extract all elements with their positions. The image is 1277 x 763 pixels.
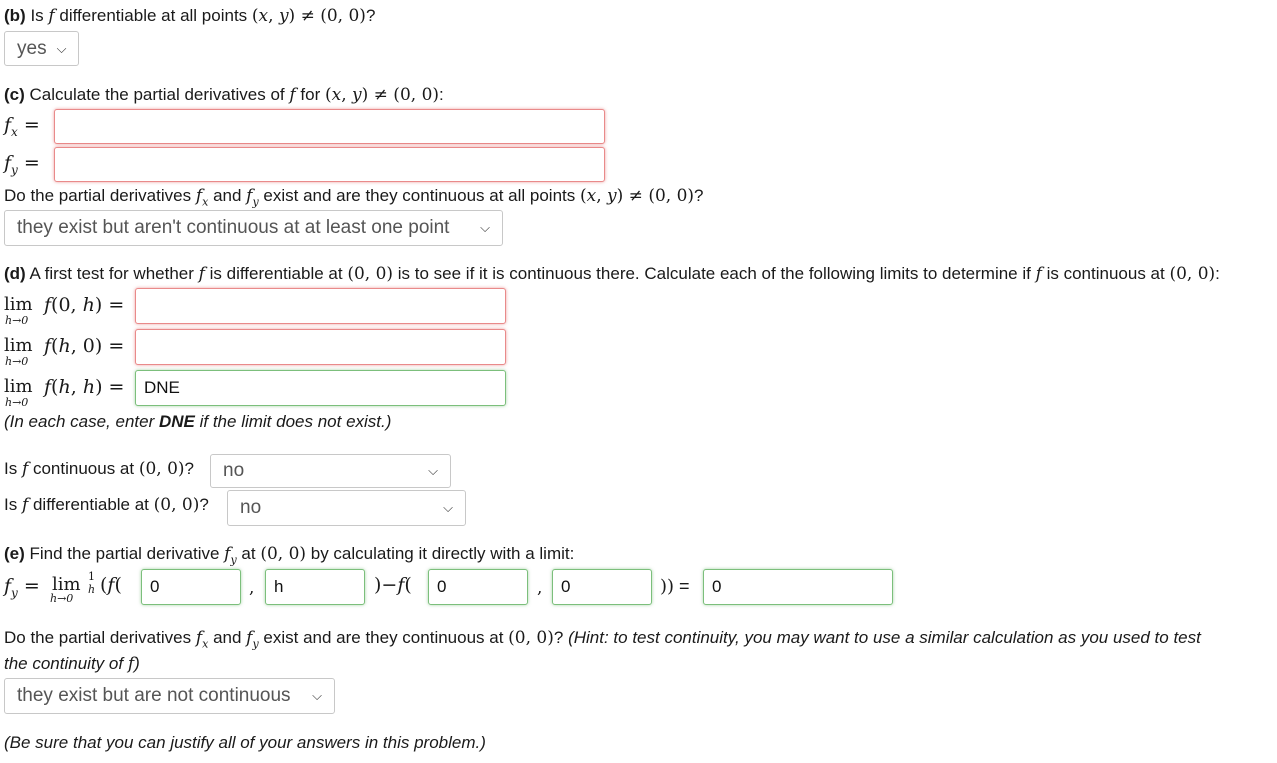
continuous-question: Is f continuous at (0, 0)? xyxy=(4,459,195,479)
limit-operator: lim xyxy=(52,574,81,595)
fy-input[interactable] xyxy=(54,147,605,182)
formula-input-2[interactable] xyxy=(265,569,365,605)
formula-open-f: (f( xyxy=(100,574,122,596)
chevron-down-icon: ⌵ xyxy=(480,220,490,235)
part-e-intro: (e) Find the partial derivative $f_y$ at (0, 0) by calculating it directly with a limit: xyxy=(4,544,575,567)
formula-input-1-value: 0 xyxy=(150,577,160,596)
part-c-select[interactable] xyxy=(4,210,503,246)
part-d-note: (In each case, enter DNE if the limit does not exist.) xyxy=(4,412,392,431)
part-c-continuity-question: Do the partial derivatives $f_x$ and $f_y$ exist and are they continuous at all points (x, y) ≠ (0, 0)? xyxy=(4,186,704,209)
formula-close-equals: )) = xyxy=(660,576,690,597)
part-e-select[interactable] xyxy=(4,678,335,714)
differentiable-select-value: no xyxy=(240,497,262,518)
limit-input-3-value: DNE xyxy=(144,378,180,397)
comma-separator: , xyxy=(537,578,543,598)
limit-expression-2: lim h→0 f(h, 0) = xyxy=(4,335,125,368)
formula-result-value: 0 xyxy=(712,577,722,596)
footer-note: (Be sure that you can justify all of your answers in this problem.) xyxy=(4,733,486,752)
limit-input-3[interactable] xyxy=(135,370,506,406)
comma-separator: , xyxy=(249,578,255,598)
formula-input-4[interactable] xyxy=(552,569,652,605)
chevron-down-icon: ⌵ xyxy=(56,40,67,56)
formula-input-4-value: 0 xyxy=(561,577,571,596)
part-b-question: (b) Is f differentiable at all points (x, y) ≠ (0, 0)? xyxy=(4,6,376,26)
fy-label: $f_y$ = xyxy=(4,152,40,177)
part-c-select-value: they exist but aren't continuous at at least one point xyxy=(17,217,450,238)
limit-expression-3: lim h→0 f(h, h) = xyxy=(4,376,125,409)
formula-input-3[interactable] xyxy=(428,569,528,605)
limit-expression-1: lim h→0 f(0, h) = xyxy=(4,294,125,327)
fx-input[interactable] xyxy=(54,109,605,144)
limit-input-1[interactable] xyxy=(135,288,506,324)
chevron-down-icon: ⌵ xyxy=(312,688,322,703)
continuous-select[interactable] xyxy=(210,454,451,488)
part-b-select[interactable] xyxy=(4,31,79,66)
part-e-select-value: they exist but are not continuous xyxy=(17,685,291,706)
formula-input-3-value: 0 xyxy=(437,577,447,596)
part-e-question: Do the partial derivatives $f_x$ and $f_y$ exist and are they continuous at (0, 0)? (Hint: to test continuity, you may want to use a similar calculation as you used to test xyxy=(4,628,1201,651)
continuous-select-value: no xyxy=(223,460,245,481)
chevron-down-icon: ⌵ xyxy=(443,500,453,515)
part-d-intro: (d) A first test for whether f is differentiable at (0, 0) is to see if it is continuous there. Calculate each of the following limits to determine if f is continuous at (0, 0): xyxy=(4,264,1220,284)
differentiable-select[interactable] xyxy=(227,490,466,526)
fraction-one-over-h: 1 h xyxy=(88,570,96,596)
formula-minus-f: )−f( xyxy=(374,574,412,596)
part-c-question: (c) Calculate the partial derivatives of f for (x, y) ≠ (0, 0): xyxy=(4,85,444,105)
limit-input-2[interactable] xyxy=(135,329,506,365)
limit-subscript: h→0 xyxy=(50,592,74,605)
fx-label: $f_x$ = xyxy=(4,114,40,139)
part-e-hint-continued: the continuity of f) xyxy=(4,654,140,674)
chevron-down-icon: ⌵ xyxy=(428,463,438,478)
formula-result-input[interactable] xyxy=(703,569,893,605)
formula-input-1[interactable] xyxy=(141,569,241,605)
fy-formula-lhs: $f_y$ = xyxy=(4,575,40,600)
differentiable-question: Is f differentiable at (0, 0)? xyxy=(4,495,209,515)
part-b-select-value: yes xyxy=(17,37,47,59)
formula-input-2-value: h xyxy=(274,577,284,596)
